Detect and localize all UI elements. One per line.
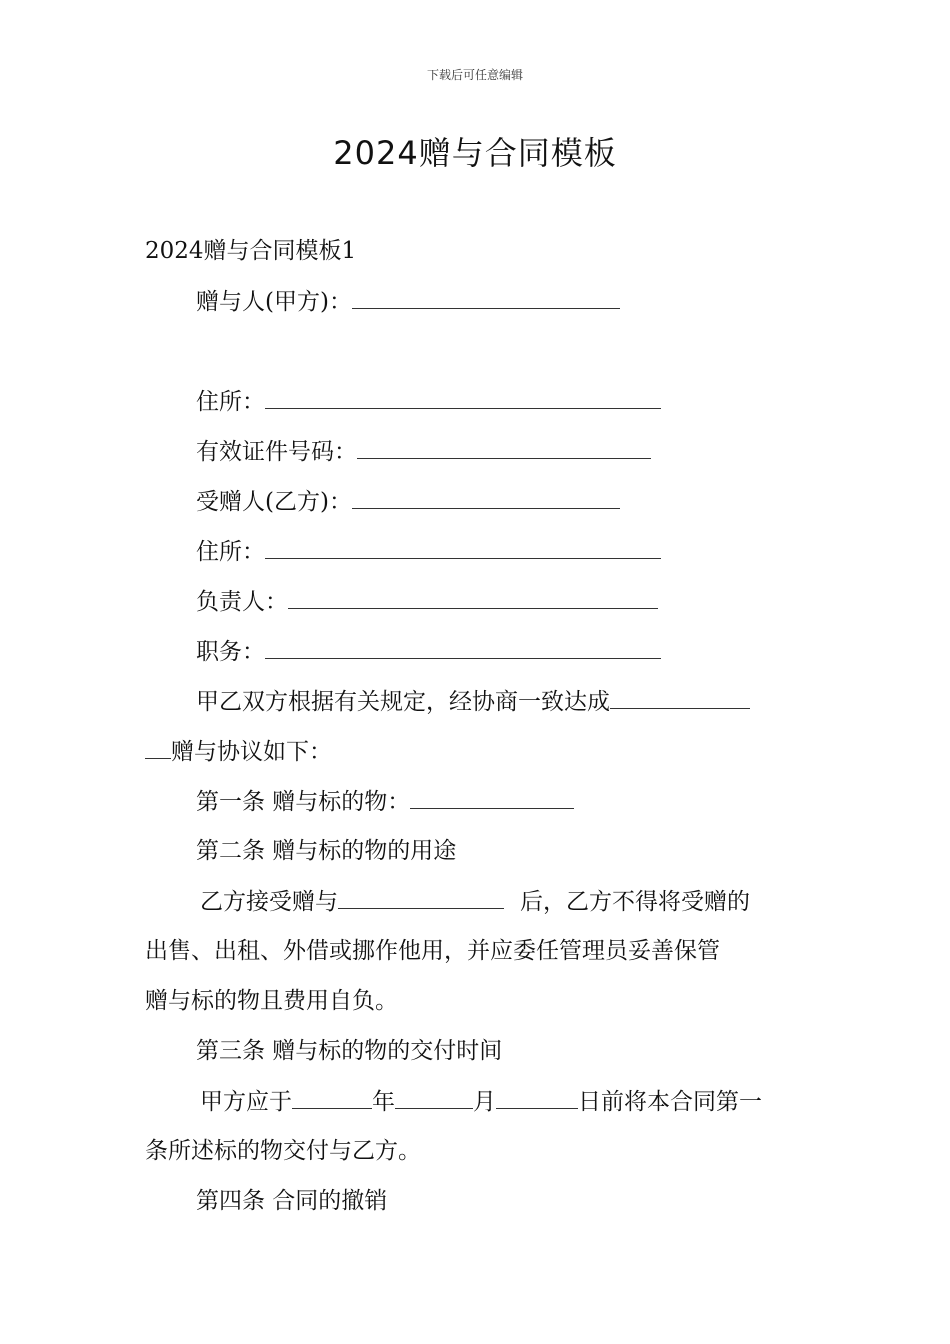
gift-object-blank[interactable]: [410, 786, 574, 809]
article-2-heading: 第二条 赠与标的物的用途: [196, 838, 457, 864]
id-number-blank[interactable]: [357, 436, 651, 459]
donor-blank[interactable]: [352, 286, 620, 309]
day-blank[interactable]: [496, 1086, 578, 1109]
article-2-p1: [200, 886, 750, 917]
section-title: 2024赠与合同模板1: [145, 238, 357, 264]
year-blank[interactable]: [292, 1086, 372, 1109]
intro-text-1: 甲乙双方根据有关规定，经协商一致达成: [196, 689, 610, 715]
header-note: 下载后可任意编辑: [426, 68, 523, 82]
person-in-charge-blank[interactable]: [288, 586, 658, 609]
donor-field: [196, 286, 620, 317]
article-1-heading: 第一条 赠与标的物：: [196, 789, 411, 815]
id-number-field: [196, 436, 651, 467]
month-label: 月: [473, 1089, 496, 1115]
year-label: 年: [372, 1089, 395, 1115]
donor-address-field: [196, 386, 661, 417]
donee-address-label: 住所：: [196, 539, 265, 565]
article-2-p2: 出售、出租、外借或挪作他用，并应委任管理员妥善保管: [145, 938, 720, 964]
donee-address-blank[interactable]: [265, 536, 661, 559]
donee-address-field: [196, 536, 661, 567]
article-3-p1-b: 日前将本合同第一: [578, 1089, 762, 1115]
donor-label: 赠与人(甲方)：: [196, 289, 352, 315]
gift-accepted-blank[interactable]: [338, 886, 504, 909]
article-4-heading: 第四条 合同的撤销: [196, 1188, 388, 1214]
person-in-charge-label: 负责人：: [196, 589, 288, 615]
position-blank[interactable]: [265, 636, 661, 659]
donor-address-label: 住所：: [196, 389, 265, 415]
agreement-type-blank-cont[interactable]: [145, 736, 171, 759]
position-label: 职务：: [196, 639, 265, 665]
intro-line-2: [145, 736, 332, 767]
agreement-type-blank[interactable]: [610, 686, 750, 709]
intro-line-1: [196, 686, 750, 717]
document-title: 2024赠与合同模板: [333, 134, 617, 172]
article-2-p3: 赠与标的物且费用自负。: [145, 988, 398, 1014]
article-1-line: [196, 786, 574, 817]
article-3-p1-a: 甲方应于: [200, 1089, 292, 1115]
article-3-heading: 第三条 赠与标的物的交付时间: [196, 1038, 503, 1064]
donee-blank[interactable]: [352, 486, 620, 509]
donor-address-blank[interactable]: [265, 386, 661, 409]
donee-label: 受赠人(乙方)：: [196, 489, 352, 515]
donee-field: [196, 486, 620, 517]
id-number-label: 有效证件号码：: [196, 439, 357, 465]
article-2-p1-start: 乙方接受赠与: [200, 889, 338, 915]
month-blank[interactable]: [395, 1086, 473, 1109]
person-in-charge-field: [196, 586, 658, 617]
position-field: [196, 636, 661, 667]
article-3-p1: [200, 1086, 762, 1117]
article-2-p1-end: 后，乙方不得将受赠的: [520, 889, 750, 915]
article-3-p2: 条所述标的物交付与乙方。: [145, 1138, 421, 1164]
intro-text-2: 赠与协议如下：: [171, 739, 332, 765]
